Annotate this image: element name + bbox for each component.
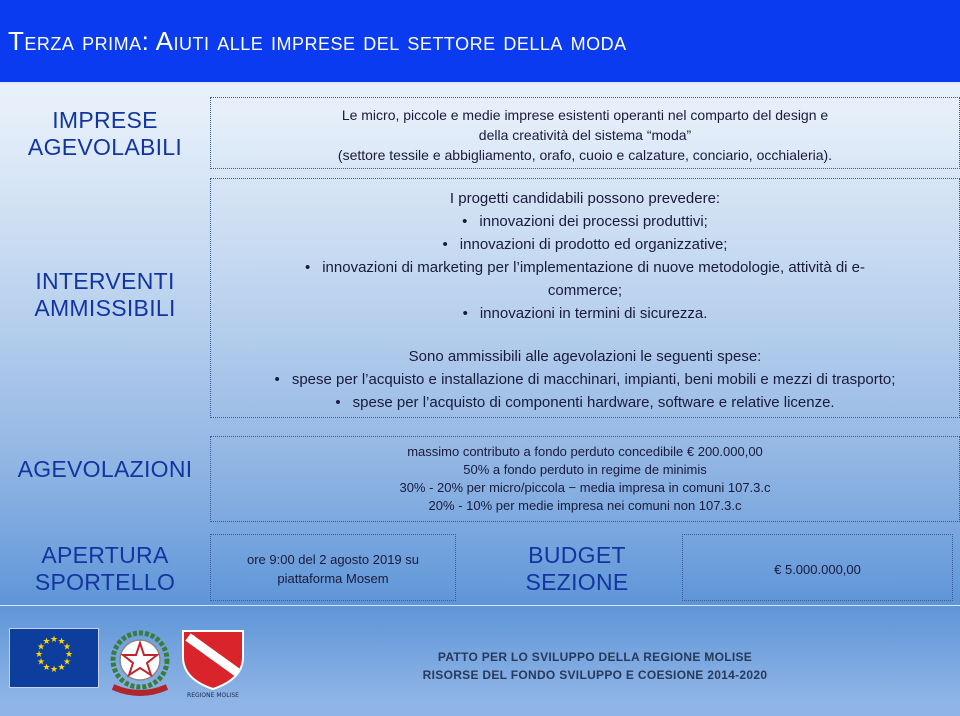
- intervento-item: • innovazioni di marketing per l’implementazione di nuove metodologie, attività di e-: [211, 256, 959, 279]
- interventi-ammissibili-label: [10, 268, 200, 322]
- agevolazione-line: massimo contributo a fondo perduto concedibile € 200.000,00: [407, 444, 763, 459]
- apertura-label-line-1: APERTURA: [41, 542, 169, 568]
- svg-text:★: ★: [62, 657, 72, 668]
- interventi-intro: I progetti candidabili possono prevedere:: [449, 190, 721, 207]
- agevolazioni-box: [210, 436, 960, 522]
- footer-divider: [0, 605, 960, 606]
- svg-text:★: ★: [49, 635, 59, 645]
- intervento-item: • innovazioni dei processi produttivi;: [211, 210, 959, 233]
- imprese-line: (settore tessile e abbigliamento, orafo, cuoio e calzature, conciario, occhialeria).: [337, 147, 833, 163]
- footer-line-1: PATTO PER LO SVILUPPO DELLA REGIONE MOLISE: [437, 650, 753, 664]
- footer-line-2: RISORSE DEL FONDO SVILUPPO E COESIONE 2014-2020: [422, 668, 768, 682]
- agevolazione-line: 20% - 10% per medie impresa nei comuni non 107.3.c: [428, 498, 742, 513]
- svg-text:★: ★: [64, 650, 74, 660]
- budget-label-line-2: SEZIONE: [525, 569, 629, 595]
- imprese-label-line-2: AGEVOLABILI: [27, 134, 183, 160]
- budget-sezione-box: [682, 534, 953, 601]
- imprese-agevolabili-label: [10, 107, 200, 161]
- apertura-sportello-label: [10, 542, 200, 596]
- spesa-item: • spese per l’acquisto di componenti hardware, software e relative licenze.: [211, 391, 959, 414]
- page-title: Terza prima: Aiuti alle imprese del settore della moda: [8, 26, 627, 56]
- svg-text:★: ★: [49, 665, 59, 675]
- imprese-line: della creatività del sistema “moda”: [478, 127, 692, 143]
- agevolazioni-label: AGEVOLAZIONI: [17, 456, 193, 482]
- svg-text:★: ★: [57, 663, 66, 673]
- intervento-item: • innovazioni in termini di sicurezza.: [211, 302, 959, 325]
- spacer: [211, 325, 959, 345]
- spesa-item: • spese per l’acquisto e installazione di macchinari, impianti, beni mobili e mezzi di trasporto;: [211, 368, 959, 391]
- imprese-line: Le micro, piccole e medie imprese esistenti operanti nel comparto del design e: [341, 107, 829, 123]
- eu-flag-icon: [9, 628, 99, 688]
- apertura-label-line-2: SPORTELLO: [34, 569, 176, 595]
- imprese-agevolabili-box: [210, 97, 960, 169]
- interventi-ammissibili-box: [210, 178, 960, 418]
- svg-text:★: ★: [42, 637, 51, 647]
- italian-republic-emblem-icon: [107, 627, 173, 699]
- apertura-sportello-box: [210, 534, 456, 601]
- apertura-line: ore 9:00 del 2 agosto 2019 su: [246, 552, 420, 567]
- agevolazione-line: 30% - 20% per micro/piccola − media impresa in comuni 107.3.c: [399, 480, 771, 495]
- intervento-item: • innovazioni di prodotto ed organizzative;: [211, 233, 959, 256]
- svg-text:★: ★: [62, 642, 72, 653]
- svg-text:★: ★: [36, 642, 46, 653]
- apertura-line: piattaforma Mosem: [277, 571, 389, 586]
- regione-molise-shield-icon: [180, 627, 246, 699]
- svg-text:★: ★: [42, 663, 51, 673]
- imprese-label-line-1: IMPRESE: [52, 107, 158, 133]
- budget-label-line-1: BUDGET: [528, 542, 626, 568]
- svg-text:★: ★: [34, 650, 44, 660]
- interventi-label-line-2: AMMISSIBILI: [34, 295, 176, 321]
- spese-intro: Sono ammissibili alle agevolazioni le seguenti spese:: [408, 348, 762, 365]
- eu-stars-icon: [10, 629, 98, 687]
- title-bar: [0, 0, 960, 84]
- interventi-label-line-1: INTERVENTI: [35, 268, 175, 294]
- svg-text:★: ★: [36, 657, 46, 668]
- budget-sezione-label: [482, 542, 672, 596]
- intervento-item-continuation: commerce;: [547, 282, 623, 299]
- svg-text:★: ★: [57, 637, 66, 647]
- molise-logo-text: REGIONE MOLISE: [187, 692, 239, 699]
- agevolazione-line: 50% a fondo perduto in regime de minimis: [463, 462, 707, 477]
- budget-value: € 5.000.000,00: [774, 562, 861, 577]
